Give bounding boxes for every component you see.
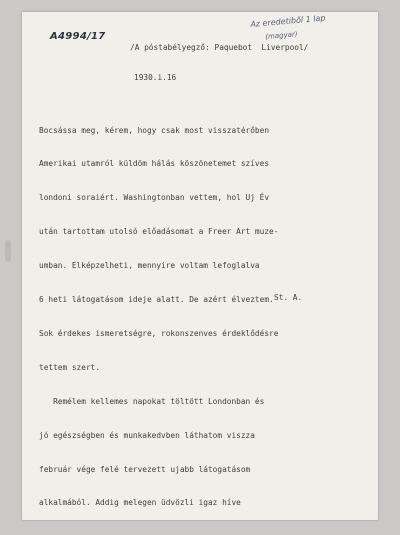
body-line: alkalmából. Addig melegen üdvözli igaz híve [39, 498, 241, 508]
signature: St. A. [274, 293, 303, 302]
body-line: Sok érdekes ismeretségre, rokonszenves érdeklődésre [39, 328, 279, 338]
letter-page [22, 12, 378, 520]
body-line: tettem szert. [39, 362, 101, 372]
archive-note-language: (magyar) [265, 30, 298, 41]
letter-body [39, 102, 278, 531]
body-line: jó egészségben és munkakedvben láthatom viszza [39, 430, 255, 440]
body-line: 6 heti látogatásom ideje alatt. De azért élveztem. [39, 295, 274, 305]
body-line: Amerikai utamról küldöm hálás köszönetemet szíves [39, 159, 270, 169]
postmark-note: /A póstabélyegző: Paquebot Liverpool/ [130, 43, 309, 52]
body-line: umban. Elképzelheti, mennyire voltam lefoglalva [39, 261, 260, 271]
archive-reference: A4994/17 [50, 31, 106, 42]
page-edge-mark [5, 240, 11, 262]
body-line: Bocsássa meg, kérem, hogy csak most visszatérőben [39, 125, 270, 135]
letter-date: 1930.i.16 [134, 73, 177, 82]
body-line: Remélem kellemes napokat töltött Londonban és [39, 396, 265, 406]
archive-note: Az eredetiből 1 lap [250, 13, 326, 29]
body-line: londoni soraiért. Washingtonban vettem, hol Uj Év [39, 193, 270, 203]
body-line: után tartottam utolsó előadásomat a Freer Art muze- [39, 227, 279, 237]
body-line: február vége felé tervezett ujabb látogatásom [39, 464, 251, 474]
